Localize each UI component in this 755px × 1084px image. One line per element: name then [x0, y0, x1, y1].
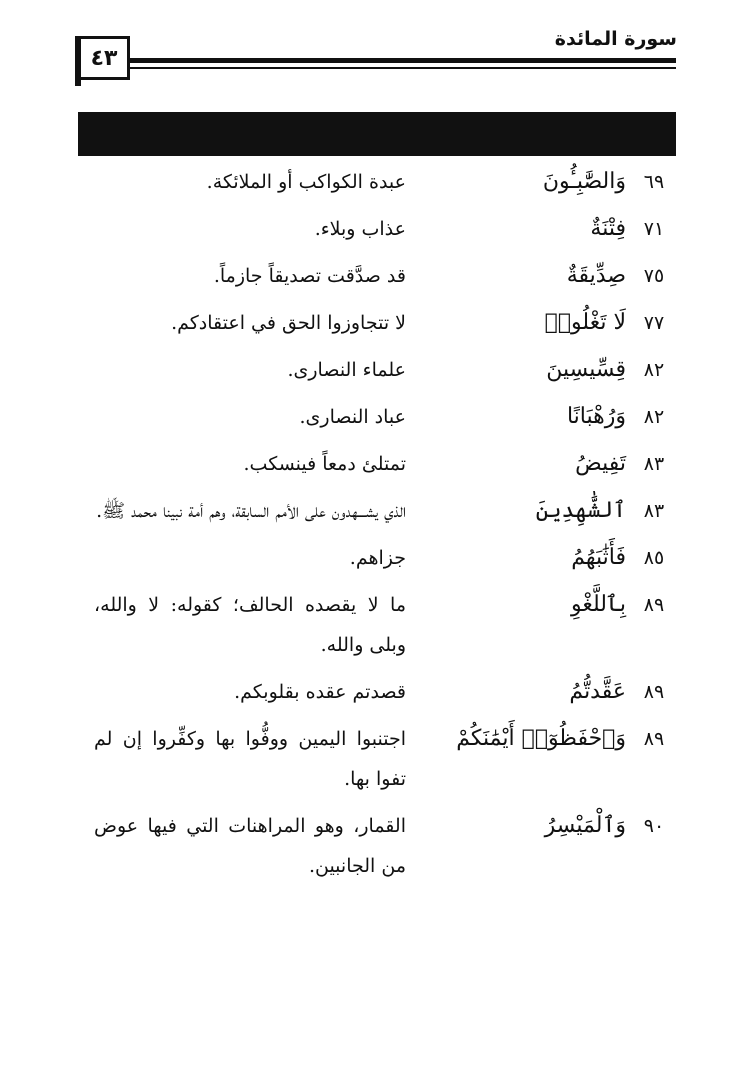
- verse-number: ٦٩: [643, 171, 665, 193]
- glossary-row: [78, 350, 676, 390]
- glossary-row: [78, 672, 676, 712]
- verse-number: ٨٢: [643, 359, 665, 381]
- glossary-row: [78, 397, 676, 437]
- quran-term: وَالصَّٰبِـُٔونَ: [542, 169, 626, 194]
- glossary-table: [78, 162, 676, 893]
- term-meaning: الذي يشـــهدون على الأمم السابقة، وهم أمة نبينا محمد ﷺ.: [96, 500, 406, 522]
- glossary-row: [78, 209, 676, 249]
- quran-term: وَٱحْفَظُوٓا۟ أَيْمَٰنَكُمْ: [456, 726, 626, 751]
- verse-number: ٨٣: [643, 500, 665, 522]
- verse-number: ٨٩: [643, 594, 665, 616]
- quran-term: وَٱلْمَيْسِرُ: [544, 813, 626, 838]
- glossary-row: [78, 538, 676, 578]
- term-meaning: ما لا يقصده الحالف؛ كقوله: لا والله، وبلى والله.: [94, 594, 406, 656]
- verse-number: ٧٧: [643, 312, 665, 334]
- glossary-row: [78, 162, 676, 202]
- glossary-row: [78, 585, 676, 665]
- term-meaning: القمار، وهو المراهنات التي فيها عوض من الجانبين.: [94, 815, 406, 877]
- verse-number: ٨٩: [643, 728, 665, 750]
- quran-term: قِسِّيسِينَ: [546, 357, 626, 382]
- header-rule-thick: [130, 58, 676, 63]
- quran-term: عَقَّدتُّمُ: [569, 679, 626, 704]
- term-meaning: عذاب وبلاء.: [314, 218, 406, 240]
- verse-number: ٧٥: [643, 265, 665, 287]
- quran-term: فِتْنَةٌ: [590, 216, 626, 241]
- quran-term: لَا تَغْلُوا۟: [544, 310, 626, 335]
- section-header-band: [78, 112, 676, 156]
- glossary-row: [78, 719, 676, 799]
- header-rule-thin: [130, 67, 676, 69]
- quran-term: فَأَثَٰبَهُمُ: [571, 545, 626, 570]
- quran-term: وَرُهْبَانًا: [566, 404, 626, 429]
- term-meaning: تمتلئ دمعاً فينسكب.: [243, 453, 406, 475]
- verse-number: ٨٥: [643, 547, 665, 569]
- verse-number: ٨٣: [643, 453, 665, 475]
- term-meaning: قد صدَّقت تصديقاً جازماً.: [213, 265, 406, 287]
- quran-term: صِدِّيقَةٌ: [566, 263, 626, 288]
- glossary-row: [78, 491, 676, 531]
- term-meaning: علماء النصارى.: [287, 359, 406, 381]
- page-number: ٤٣: [78, 36, 130, 80]
- term-meaning: عبدة الكواكب أو الملائكة.: [206, 171, 406, 193]
- glossary-row: [78, 256, 676, 296]
- quran-term: ٱلشَّٰهِدِينَ: [535, 498, 626, 523]
- quran-term: تَفِيضُ: [575, 451, 626, 476]
- surah-title: سورة المائدة: [554, 28, 677, 50]
- verse-number: ٨٩: [643, 681, 665, 703]
- verse-number: ٨٢: [643, 406, 665, 428]
- term-meaning: اجتنبوا اليمين ووفُّوا بها وكفِّروا إن لم تفوا بها.: [94, 728, 406, 790]
- quran-term: بِٱللَّغْوِ: [571, 592, 626, 617]
- term-meaning: لا تتجاوزوا الحق في اعتقادكم.: [171, 312, 406, 334]
- term-meaning: قصدتم عقده بقلوبكم.: [234, 681, 406, 703]
- term-meaning: عباد النصارى.: [299, 406, 406, 428]
- glossary-row: [78, 303, 676, 343]
- term-meaning: جزاهم.: [349, 547, 406, 569]
- verse-number: ٧١: [643, 218, 665, 240]
- glossary-row: [78, 444, 676, 484]
- glossary-row: [78, 806, 676, 886]
- verse-number: ٩٠: [643, 815, 665, 837]
